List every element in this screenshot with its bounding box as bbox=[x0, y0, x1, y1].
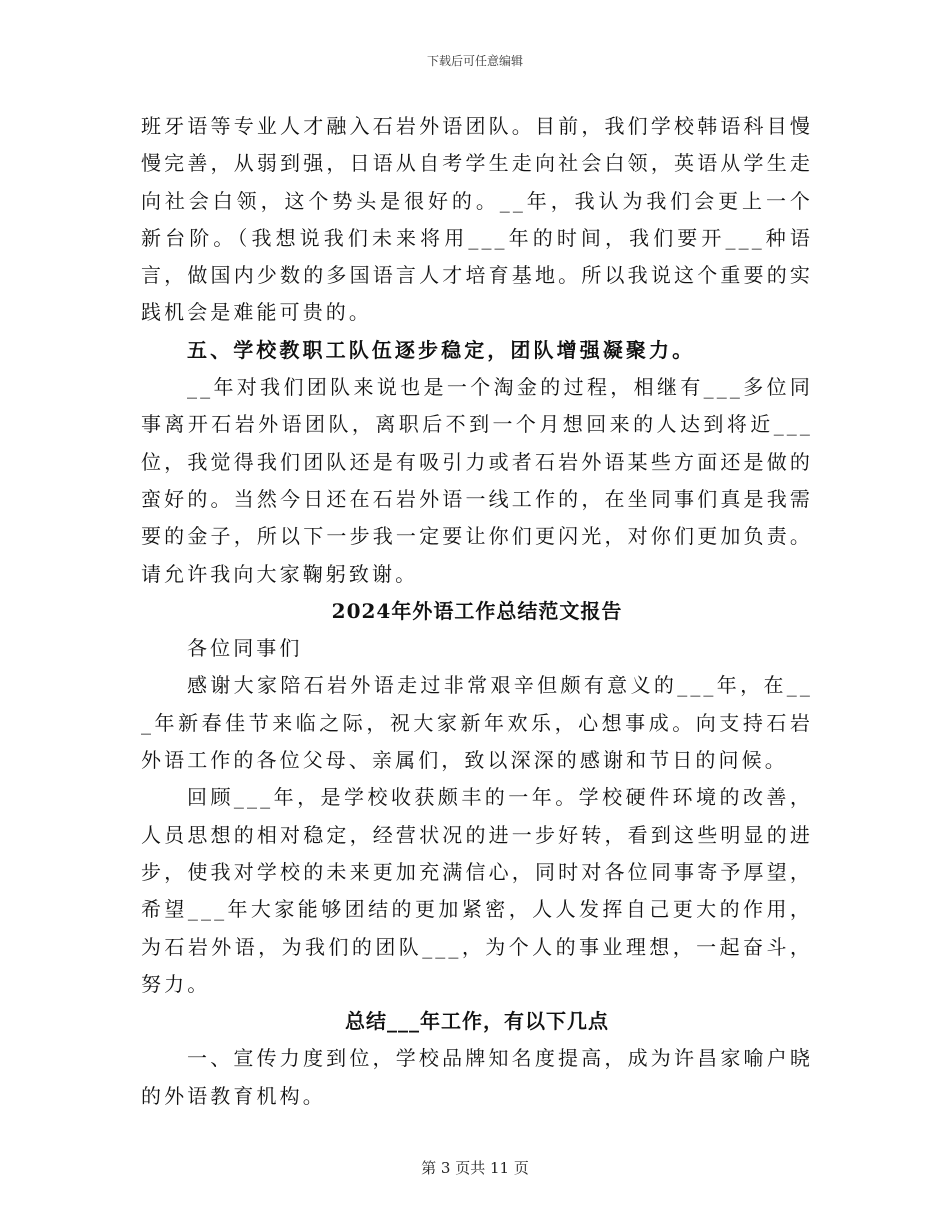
document-body bbox=[141, 108, 813, 1115]
paragraph-continuation: 班牙语等专业人才融入石岩外语团队。目前，我们学校韩语科目慢慢完善，从弱到强，日语从自考学生走向社会白领，英语从学生走向社会白领，这个势头是很好的。__年，我认为我们会更上一个新台阶。（我想说我们未来将用___年的时间，我们要开___种语言，做国内少数的多国语言人才培育基地。所以我说这个重要的实践机会是难能可贵的。 bbox=[141, 114, 813, 325]
paragraph-review: 回顾___年，是学校收获颇丰的一年。学校硬件环境的改善，人员思想的相对稳定，经营状况的进一步好转，看到这些明显的进步，使我对学校的未来更加充满信心，同时对各位同事寄予厚望，希望___年大家能够团结的更加紧密，人人发挥自己更大的作用，为石岩外语，为我们的团队___，为个人的事业理想，一起奋斗，努力。 bbox=[141, 785, 813, 996]
summary-heading: 总结___年工作，有以下几点 bbox=[345, 1009, 609, 1034]
document-title: 2024年外语工作总结范文报告 bbox=[331, 598, 623, 623]
page-header: 下载后可任意编辑 bbox=[426, 54, 523, 68]
salutation: 各位同事们 bbox=[187, 636, 303, 661]
paragraph-team: __年对我们团队来说也是一个淘金的过程，相继有___多位同事离开石岩外语团队，离职后不到一个月想回来的人达到将近___位，我觉得我们团队还是有吸引力或者石岩外语某些方面还是做的蛮好的。当然今日还在石岩外语一线工作的，在坐同事们真是我需要的金子，所以下一步我一定要让你们更闪光，对你们更加负责。请允许我向大家鞠躬致谢。 bbox=[141, 375, 813, 586]
paragraph-point-one: 一、宣传力度到位，学校品牌知名度提高，成为许昌家喻户晓的外语教育机构。 bbox=[141, 1046, 813, 1108]
page-footer: 第 3 页共 11 页 bbox=[421, 1159, 529, 1177]
paragraph-thanks: 感谢大家陪石岩外语走过非常艰辛但颇有意义的___年，在___年新春佳节来临之际，祝大家新年欢乐，心想事成。向支持石岩外语工作的各位父母、亲属们，致以深深的感谢和节日的问候。 bbox=[141, 673, 813, 773]
section-heading-five: 五、学校教职工队伍逐步稳定，团队增强凝聚力。 bbox=[187, 337, 696, 362]
